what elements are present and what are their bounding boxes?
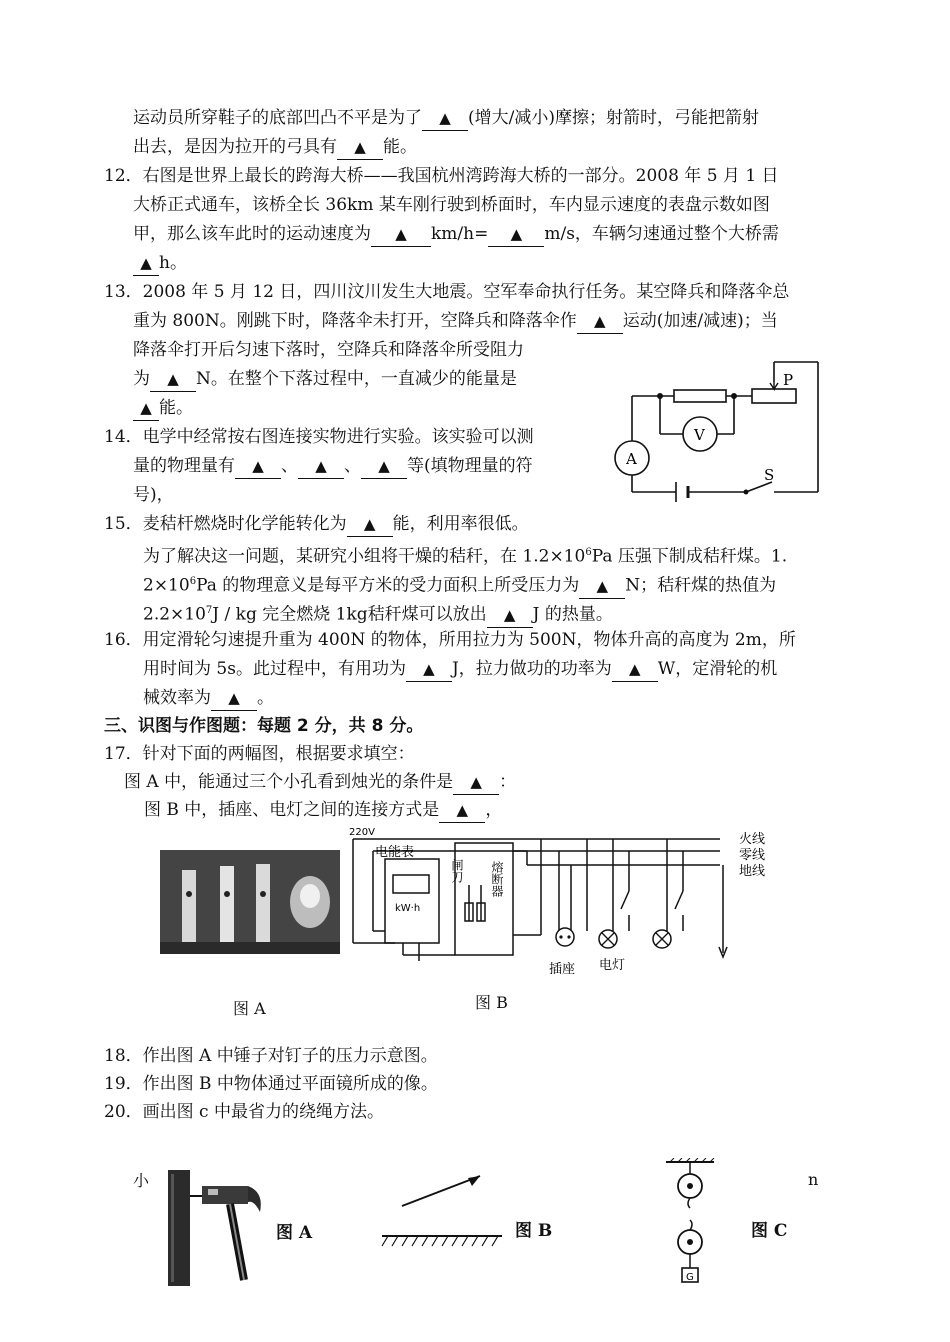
voltmeter-label: V — [694, 426, 705, 444]
bottom-figure-b-caption: 图 B — [515, 1221, 553, 1241]
pulley-system-figure — [660, 1158, 720, 1290]
switch-label: S — [764, 466, 775, 484]
socket-label: 插座 — [549, 962, 576, 977]
q15-line-3: $2\times 10^6Pa$ 的物理意义是每平方米的受力面积上所受压力为 ▲ N；秸秆煤的热值为 — [143, 570, 776, 599]
meter-unit: kW·h — [395, 903, 421, 914]
bottom-figure-a-caption: 图 A — [276, 1223, 313, 1243]
answer-blank[interactable]: ▲ — [579, 574, 625, 599]
q15-line-1: 15．麦秸杆燃烧时化学能转化为 ▲ 能，利用率很低。 — [104, 512, 529, 537]
neutral-wire-label: 零线 — [739, 848, 766, 863]
weight-label: G — [686, 1272, 694, 1283]
answer-blank[interactable]: ▲ — [487, 603, 533, 628]
answer-blank[interactable]: ▲ — [337, 135, 383, 160]
q17-line-2: 图 A 中，能通过三个小孔看到烛光的条件是 ▲ ： — [124, 770, 516, 795]
q15-line-4: $2.2\times 10^7J$ / kg 完全燃烧 1kg秸秆煤可以放出 ▲ J 的热量。 — [143, 599, 613, 628]
ground-wire-label: 地线 — [739, 864, 766, 879]
figure-b-caption: 图 B — [475, 993, 508, 1012]
stray-mark: n — [808, 1170, 819, 1189]
socket-icon — [556, 928, 574, 946]
candle-holes-photo — [160, 850, 340, 954]
answer-blank[interactable]: ▲ — [453, 770, 499, 795]
answer-blank[interactable]: ▲ — [347, 512, 393, 537]
answer-blank[interactable]: ▲ — [422, 106, 468, 131]
q14-line-3: 号)， — [133, 485, 174, 505]
q11-line-2: 出去，是因为拉开的弓具有 ▲ 能。 — [133, 135, 417, 160]
answer-blank[interactable]: ▲ — [361, 454, 407, 479]
answer-blank[interactable]: ▲ — [439, 798, 485, 823]
resistor-icon — [674, 390, 726, 402]
q15-line-2: 为了解决这一问题，某研究小组将干燥的秸秆，在 $1.2\times 10^6Pa$ 压强下制成秸秆煤。1. — [143, 546, 788, 567]
q16-line-2: 用时间为 5s。此过程中，有用功为 ▲ J，拉力做功的功率为 ▲ W，定滑轮的机 — [143, 657, 777, 682]
q16-line-3: 械效率为 ▲ 。 — [143, 686, 274, 711]
answer-blank[interactable]: ▲ — [406, 657, 452, 682]
q20-text: 20．画出图 c 中最省力的绕绳方法。 — [104, 1102, 384, 1122]
q11-line-1: 运动员所穿鞋子的底部凹凸不平是为了 ▲ (增大/减小)摩擦；射箭时，弓能把箭射 — [133, 106, 759, 131]
q12-line-3: 甲，那么该车此时的运动速度为 ▲ km/h= ▲ m/s，车辆匀速通过整个大桥需 — [133, 222, 779, 247]
q17-line-3: 图 B 中，插座、电灯之间的连接方式是 ▲ ， — [144, 798, 502, 823]
live-wire-label: 火线 — [739, 832, 766, 847]
hammer-nail-figure — [160, 1168, 270, 1288]
q14-line-2: 量的物理量有 ▲ 、 ▲ 、 ▲ 等(填物理量的符 — [133, 454, 533, 479]
answer-blank[interactable]: ▲ — [235, 454, 281, 479]
answer-blank[interactable]: ▲ — [133, 251, 159, 276]
answer-blank[interactable]: ▲ — [577, 309, 623, 334]
rheostat-icon — [752, 389, 796, 403]
q14-line-1: 14．电学中经常按右图连接实物进行实验。该实验可以测 — [104, 427, 534, 447]
q13-line-1: 13．2008 年 5 月 12 日，四川汶川发生大地震。空军奉命执行任务。某空降兵和降落伞总 — [104, 282, 790, 302]
q19-text: 19．作出图 B 中物体通过平面镜所成的像。 — [104, 1074, 438, 1094]
q13-line-4: 为 ▲ N。在整个下落过程中，一直减少的能量是 — [133, 367, 517, 392]
q12-line-4: ▲ h。 — [133, 251, 187, 276]
plane-mirror-figure — [380, 1170, 510, 1252]
stray-mark: 小 — [133, 1171, 150, 1190]
fuse-label: 熔断器 — [490, 861, 504, 897]
ammeter-label: A — [626, 450, 637, 468]
q13-line-3: 降落伞打开后匀速下落时，空降兵和降落伞所受阻力 — [133, 340, 524, 360]
knife-switch-label: 闸刀 — [450, 859, 464, 883]
object-arrow-icon — [402, 1176, 480, 1206]
q13-line-2: 重为 800N。刚跳下时，降落伞未打开，空降兵和降落伞作 ▲ 运动(加速/减速)；当 — [133, 309, 778, 334]
bottom-figure-c-caption: 图 C — [751, 1221, 788, 1241]
q13-line-5: ▲ 能。 — [133, 396, 193, 421]
answer-blank[interactable]: ▲ — [133, 396, 159, 421]
section-3-heading: 三、识图与作图题：每题 2 分，共 8 分。 — [104, 716, 424, 736]
q12-line-2: 大桥正式通车，该桥全长 36km 某车刚行驶到桥面时，车内显示速度的表盘示数如图 — [133, 195, 770, 215]
home-wiring-diagram — [345, 825, 775, 985]
answer-blank[interactable]: ▲ — [298, 454, 344, 479]
meter-label: 电能表 — [375, 845, 415, 860]
answer-blank[interactable]: ▲ — [371, 222, 431, 247]
answer-blank[interactable]: ▲ — [211, 686, 257, 711]
answer-blank[interactable]: ▲ — [612, 657, 658, 682]
q12-line-1: 12．右图是世界上最长的跨海大桥——我国杭州湾跨海大桥的一部分。2008 年 5 月 1 日 — [104, 166, 779, 186]
voltage-label: 220V — [349, 827, 375, 838]
slider-label: P — [783, 371, 794, 389]
answer-blank[interactable]: ▲ — [150, 367, 196, 392]
q16-line-1: 16．用定滑轮匀速提升重为 400N 的物体，所用拉力为 500N，物体升高的高度为 2m，所 — [104, 630, 796, 650]
lamp-label: 电灯 — [599, 958, 626, 973]
circuit-diagram — [606, 352, 826, 502]
q17-line-1: 17．针对下面的两幅图，根据要求填空： — [104, 744, 415, 764]
figure-a-caption: 图 A — [233, 999, 266, 1018]
answer-blank[interactable]: ▲ — [488, 222, 544, 247]
q18-text: 18．作出图 A 中锤子对钉子的压力示意图。 — [104, 1046, 438, 1066]
